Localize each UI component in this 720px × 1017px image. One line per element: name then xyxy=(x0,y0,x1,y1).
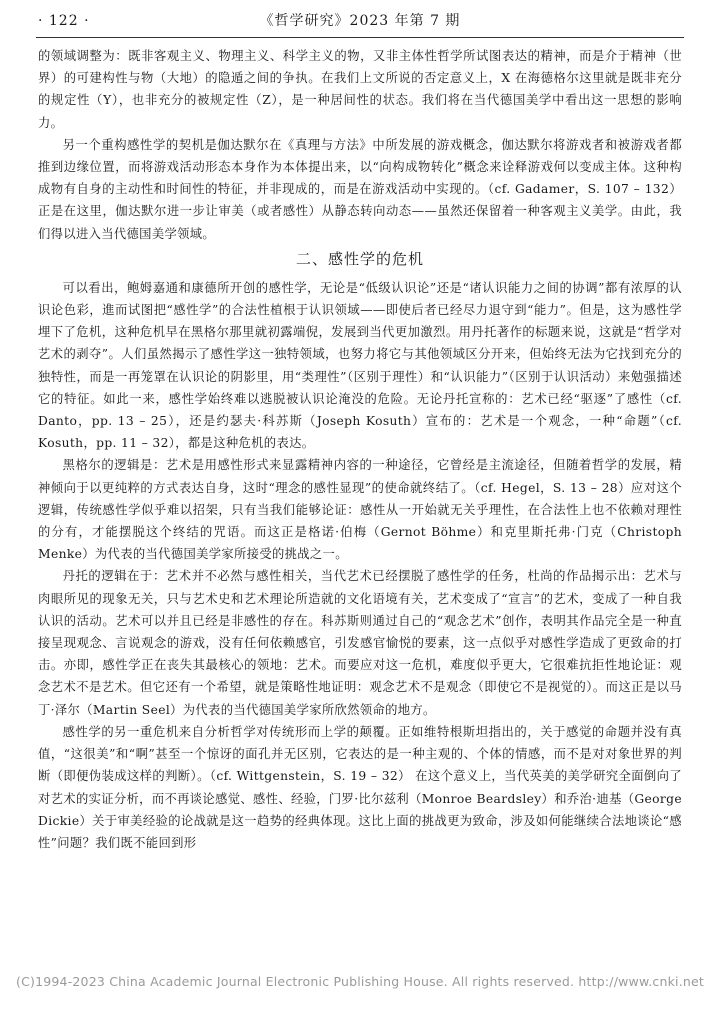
paragraph-5: 丹托的逻辑在于：艺术并不必然与感性相关，当代艺术已经摆脱了感性学的任务，杜尚的作品揭示出：艺术与肉眼所见的现象无关，只与艺术史和艺术理论所造就的文化语境有关，艺术变成了“宣言”的艺术，变成了一种自我认识的活动。艺术可以并且已经是非感性的存在。科苏斯则通过自己的“观念艺术”创作，表明其作品完全是一种直接呈现观念、言说观念的游戏，没有任何依赖感官，引发感官愉悦的要素，这一点似乎对感性学造成了更致命的打击。亦即，感性学正在丧失其最核心的领地：艺术。而要应对这一危机，难度似乎更大，它很难抗拒性地论证：观念艺术不是艺术。但它还有一个希望，就是策略性地证明：观念艺术不是观念（即使它不是视觉的）。而这正是以马丁·泽尔（Martin Seel）为代表的当代德国美学家所欣然领命的地方。 xyxy=(38,569,682,717)
paragraph-3: 可以看出，鲍姆嘉通和康德所开创的感性学，无论是“低级认识论”还是“诸认识能力之间的协调”都有浓厚的认识论色彩，進而试图把“感性学”的合法性植根于认识领域——即使后者已经尽力退守到“能力”。但是，这为感性学埋下了危机，这种危机早在黑格尔那里就初露端倪，发展到当代更加激烈。用丹托著作的标题来说，这就是“哲学对艺术的剥夺”。人们虽然揭示了感性学这一独特领域，也努力将它与其他领域区分开来，但始终无法为它找到充分的独特性，而是一再笼罩在认识论的阴影里，用“类理性”（区别于理性）和“认识能力”（区别于认识活动）来勉强描述它的特征。如此一来，感性学始终难以逃脱被认识论淹没的危险。无论丹托宣称的：艺术已经“驱逐”了感性（cf. Danto，pp. 13 – 25），还是约瑟夫·科苏斯（Joseph Kosuth）宣布的：艺术是一个观念，一种“命题”（cf. Kosuth，pp. 11 – 32），都是这种危机的表达。 xyxy=(38,280,682,451)
paragraph-1: 的领域调整为：既非客观主义、物理主义、科学主义的物，又非主体性哲学所试图表达的精神，而是介于精神（世界）的可建构性与物（大地）的隐遁之间的争执。在我们上文所说的否定意义上，X 在海德格尔这里就是既非充分的规定性（Y），也非充分的被规定性（Z），是一种居间性的状态。我们将在当代德国美学中看出这一思想的影响力。 xyxy=(38,49,682,130)
page-number: · 122 · xyxy=(38,13,90,29)
header-rule xyxy=(36,37,684,38)
paragraph-2: 另一个重构感性学的契机是伽达默尔在《真理与方法》中所发展的游戏概念，伽达默尔将游戏者和被游戏者都推到边缘位置，而将游戏活动形态本身作为本体提出来，以“向构成物转化”概念来诠释游戏何以变成主体。这种构成物有自身的主动性和时间性的特征，并非现成的，而是在游戏活动中实现的。（cf. Gadamer，S. 107 – 132） 正是在这里，伽达默尔进一步让审美（或者感性）从静态转向动态——虽然还保留着一种客观主义美学。由此，我们得以进入当代德国美学领域。 xyxy=(38,137,682,241)
paragraph-4: 黑格尔的逻辑是：艺术是用感性形式来显露精神内容的一种途径，它曾经是主流途径，但随着哲学的发展，精神倾向于以更纯粹的方式表达自身，这时“理念的感性显现”的使命就终结了。（cf. Hegel，S. 13 – 28）应对这个逻辑，传统感性学似乎难以招架，只有当我们能够论证：感性从一开始就无关乎理性，在合法性上也不依赖对理性的分有，才能摆脱这个终结的咒语。而这正是格诺·伯梅（Gernot Böhme）和克里斯托弗·门克（Christoph Menke）为代表的当代德国美学家所接受的挑战之一。 xyxy=(38,458,682,562)
running-header xyxy=(38,10,682,32)
journal-title: 《哲学研究》2023 年第 7 期 xyxy=(259,13,461,29)
paragraph-6: 感性学的另一重危机来自分析哲学对传统形而上学的颠覆。正如维特根斯坦指出的，关于感觉的命题并没有真值，“这很美”和“啊”甚至一个惊讶的面孔并无区别，它表达的是一种主观的、个体的情感，而不是对对象世界的判断（即便伪装成这样的判断）。（cf. Wittgenstein，S. 19 – 32） 在这个意义上，当代英美的美学研究全面倒向了对艺术的实证分析，而不再谈论感觉、感性、经验，门罗·比尔兹利（Monroe Beardsley）和乔治·迪基（George Dickie）关于审美经验的论战就是这一趋势的经典体现。这比上面的挑战更为致命，涉及如何能继续合法地谈论“感性”问题？我们既不能回到形 xyxy=(38,724,682,850)
section-heading: 二、感性学的危机 xyxy=(295,249,424,268)
article-body xyxy=(38,45,682,854)
copyright-footer: (C)1994-2023 China Academic Journal Electronic Publishing House. All rights reserved. http://www.cnki.net xyxy=(16,974,704,989)
